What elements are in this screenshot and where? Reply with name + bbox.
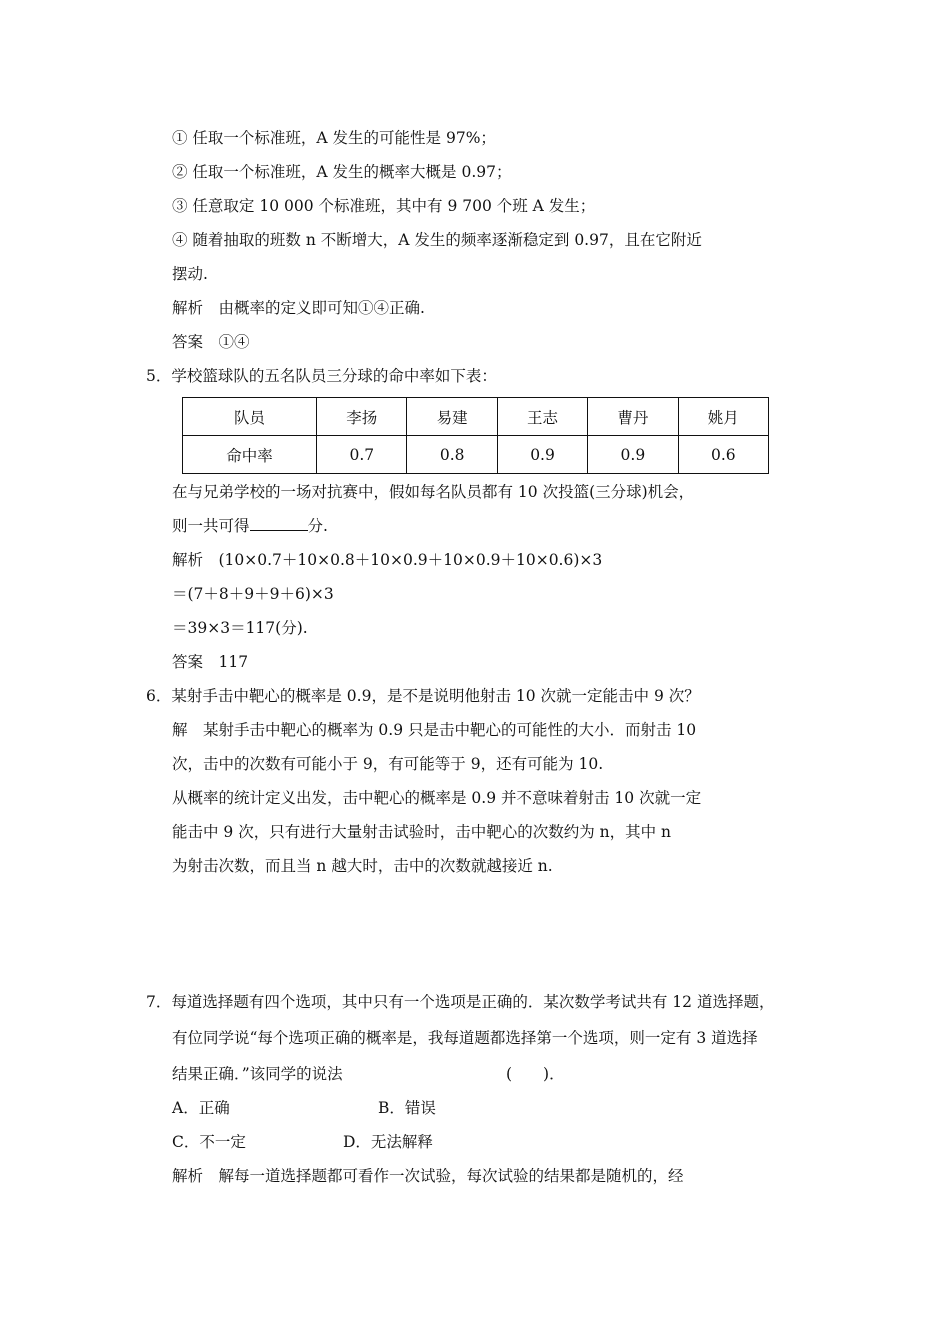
q6-solution-3: 从概率的统计定义出发，击中靶心的概率是 0.9 并不意味着射击 10 次就一定 (172, 789, 702, 807)
table-cell: 王志 (497, 398, 587, 436)
q5-analysis-3: ＝39×3＝117(分). (172, 619, 308, 637)
q7-analysis: 解析 解每一道选择题都可看作一次试验，每次试验的结果都是随机的，经 (172, 1167, 684, 1185)
table-cell: 易建 (407, 398, 497, 436)
q7-stem-1: 7．每道选择题有四个选项，其中只有一个选项是正确的．某次数学考试共有 12 道选择题， (146, 993, 775, 1011)
table-cell: 0.7 (317, 436, 407, 474)
q7-option-a: A．正确 (172, 1099, 230, 1117)
q5-analysis-2: ＝(7＋8＋9＋9＋6)×3 (172, 585, 334, 603)
q4-option-2: ② 任取一个标准班，A 发生的概率大概是 0.97； (172, 163, 512, 181)
q6-solution-4: 能击中 9 次，只有进行大量射击试验时，击中靶心的次数约为 n，其中 n (172, 823, 672, 841)
table-cell: 姚月 (678, 398, 768, 436)
q7-option-b: B．错误 (378, 1099, 436, 1117)
q5-answer: 答案 117 (172, 653, 249, 671)
q5-text-2 (172, 516, 328, 536)
q4-analysis: 解析 由概率的定义即可知①④正确. (172, 299, 425, 317)
q4-option-1: ① 任取一个标准班，A 发生的可能性是 97%； (172, 129, 496, 147)
q5-text-1: 在与兄弟学校的一场对抗赛中，假如每名队员都有 10 次投篮(三分球)机会， (172, 483, 695, 501)
q4-option-4-line1: ④ 随着抽取的班数 n 不断增大，A 发生的频率逐渐稳定到 0.97，且在它附近 (172, 231, 702, 249)
table-cell: 0.9 (497, 436, 587, 474)
q5-text-2b: 分. (307, 517, 328, 535)
q4-option-3: ③ 任意取定 10 000 个标准班，其中有 9 700 个班 A 发生； (172, 197, 596, 215)
q7-option-d: D．无法解释 (343, 1133, 433, 1151)
q5-stem: 5．学校篮球队的五名队员三分球的命中率如下表： (146, 367, 497, 385)
table-cell: 0.8 (407, 436, 497, 474)
q7-stem-2: 有位同学说“每个选项正确的概率是，我每道题都选择第一个选项，则一定有 3 道选择 (172, 1029, 758, 1047)
table-cell: 命中率 (183, 436, 317, 474)
q4-option-4-line2: 摆动. (172, 265, 208, 283)
table-cell: 曹丹 (588, 398, 678, 436)
q6-solution-2: 次，击中的次数有可能小于 9，有可能等于 9，还有可能为 10. (172, 755, 604, 773)
answer-blank (250, 516, 308, 531)
q6-stem: 6．某射手击中靶心的概率是 0.9，是不是说明他射击 10 次就一定能击中 9 次？ (146, 687, 700, 705)
q7-option-c: C．不一定 (172, 1133, 246, 1151)
table-row (183, 436, 769, 474)
q4-answer: 答案 ①④ (172, 333, 250, 351)
shooting-rate-table (182, 397, 769, 474)
q5-text-2a: 则一共可得 (172, 517, 250, 535)
q7-stem-3a: 结果正确．”该同学的说法 (172, 1065, 343, 1083)
q7-stem-3b: ( )． (506, 1065, 565, 1083)
table-cell: 0.6 (678, 436, 768, 474)
table-header-row (183, 398, 769, 436)
table-cell: 0.9 (588, 436, 678, 474)
table-cell: 队员 (183, 398, 317, 436)
q5-analysis-1: 解析 (10×0.7＋10×0.8＋10×0.9＋10×0.9＋10×0.6)×3 (172, 551, 603, 569)
q6-solution-1: 解 某射手击中靶心的概率为 0.9 只是击中靶心的可能性的大小．而射击 10 (172, 721, 697, 739)
table-cell: 李扬 (317, 398, 407, 436)
q6-solution-5: 为射击次数，而且当 n 越大时，击中的次数就越接近 n. (172, 857, 553, 875)
